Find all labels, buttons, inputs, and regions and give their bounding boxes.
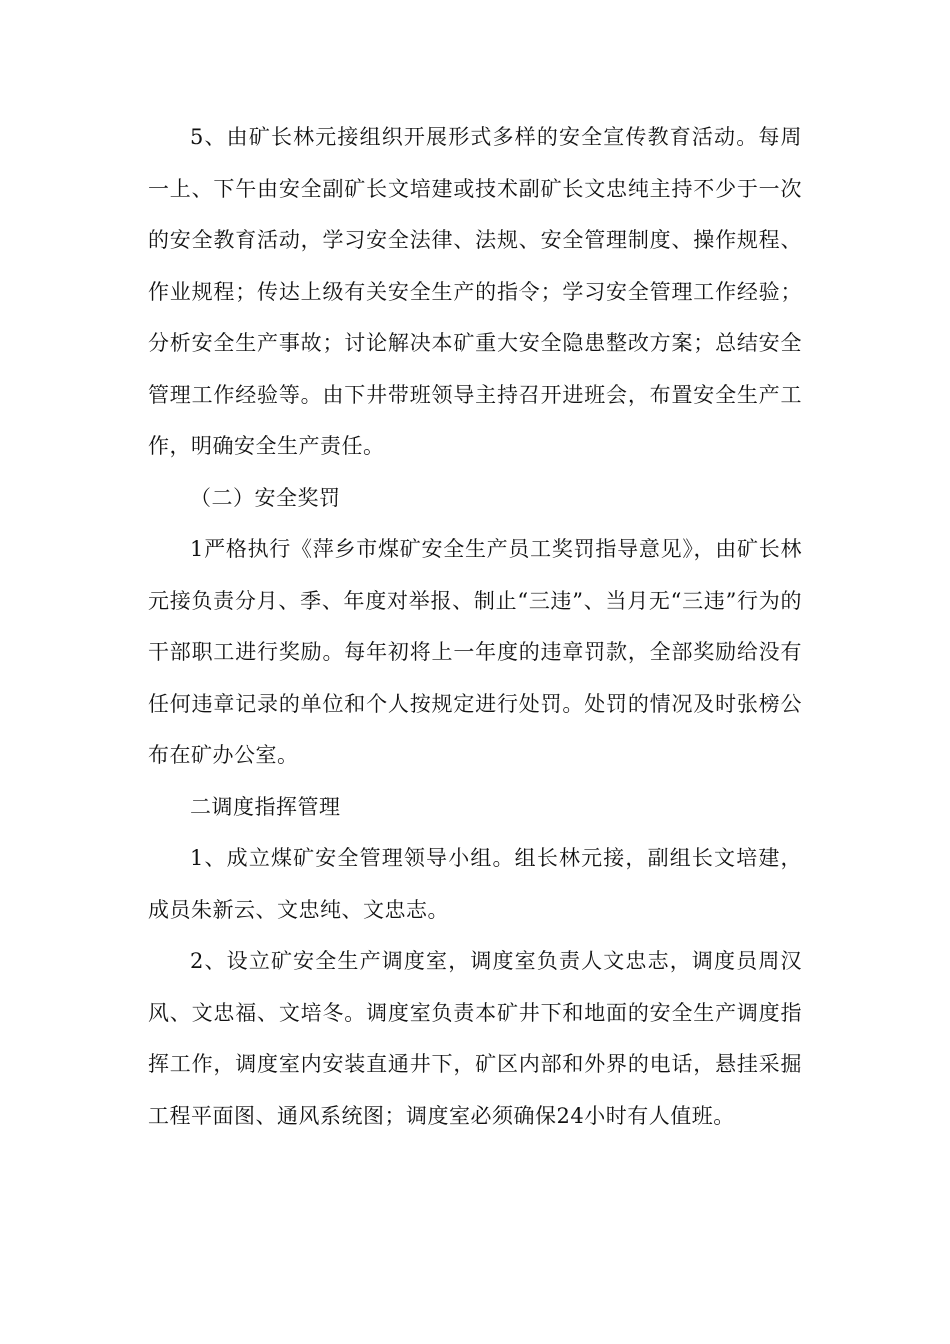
paragraph-dispatch-room: 2、设立矿安全生产调度室，调度室负责人文忠志，调度员周汉风、文忠福、文培冬。调度室负责本矿井下和地面的安全生产调度指挥工作，调度室内安装直通井下，矿区内部和外界的电话，悬挂采掘工程平面图、通风系统图；调度室必须确保24小时有人值班。	[148, 949, 802, 1128]
paragraph-publicity-education: 5、由矿长林元接组织开展形式多样的安全宣传教育活动。每周一上、下午由安全副矿长文培建或技术副矿长文忠纯主持不少于一次的安全教育活动，学习安全法律、法规、安全管理制度、操作规程、作业规程；传达上级有关安全生产的指令；学习安全管理工作经验；分析安全生产事故；讨论解决本矿重大安全隐患整改方案；总结安全管理工作经验等。由下井带班领导主持召开进班会，布置安全生产工作，明确安全生产责任。	[148, 125, 802, 458]
document-page	[148, 112, 802, 1142]
section-heading-dispatch-management: 二调度指挥管理	[190, 794, 341, 819]
paragraph-rewards-penalties: 1严格执行《萍乡市煤矿安全生产员工奖罚指导意见》，由矿长林元接负责分月、季、年度对举报、制止“三违”、当月无“三违”行为的干部职工进行奖励。每年初将上一年度的违章罚款，全部奖励给没有任何违章记录的单位和个人按规定进行处罚。处罚的情况及时张榜公布在矿办公室。	[148, 537, 802, 767]
section-heading-safety-rewards-penalties: （二）安全奖罚	[190, 485, 341, 510]
paragraph-leadership-group: 1、成立煤矿安全管理领导小组。组长林元接，副组长文培建，成员朱新云、文忠纯、文忠志。	[148, 846, 802, 922]
